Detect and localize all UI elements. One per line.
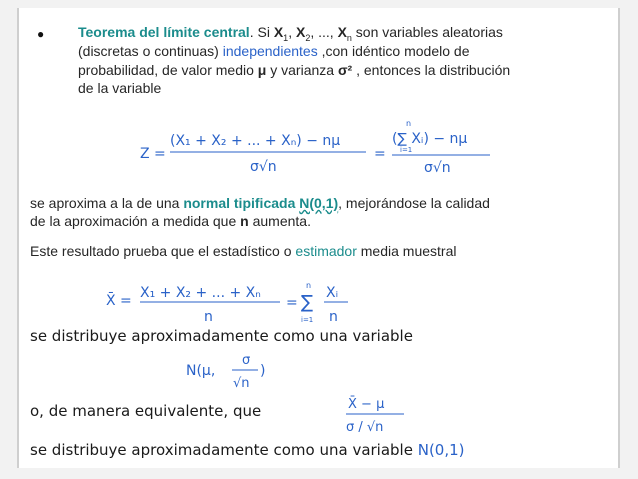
formula-xbar-num: X₁ + X₂ + ... + Xₙ	[140, 285, 261, 301]
normal-tipificada: normal tipificada	[183, 195, 296, 211]
approx-line-2: de la aproximación a medida que n aumenta.	[30, 213, 311, 229]
formula-xbar-den: n	[204, 309, 213, 325]
formula3-pre: N(μ,	[186, 363, 216, 379]
theorem-title: Teorema del límite central	[78, 24, 250, 40]
dist-line-1: se distribuye aproximadamente como una variable	[30, 327, 413, 345]
formula-xbar-lhs: X̄ =	[106, 293, 132, 309]
formula-z-lhs: Z =	[140, 146, 166, 162]
formula-z-eq: =	[374, 146, 386, 162]
formula4-den: σ / √n	[346, 420, 384, 435]
n01-final: N(0,1)	[417, 441, 465, 459]
result-line: Este resultado prueba que el estadístico o estimador media muestral	[30, 243, 457, 259]
theorem-line-1: Teorema del límite central. Si $X_1$, $X_2$, ..., $X_n$ son variables aleatorias	[78, 24, 503, 43]
formula3-den: √n	[233, 376, 250, 391]
n01-label: N(0,1)	[299, 195, 339, 211]
formula-xbar-frac-num: Xᵢ	[326, 285, 339, 301]
approx-line-1: se aproxima a la de una normal tipificada N(0,1), mejorándose la calidad	[30, 195, 490, 211]
formula-n-mu-sigma	[180, 350, 290, 392]
formula-xbar-frac-den: n	[329, 309, 338, 325]
sum-icon: ∑	[301, 292, 314, 313]
formula-z-num-left: (X₁ + X₂ + ... + Xₙ) − nμ	[170, 133, 341, 149]
formula3-post: )	[260, 363, 266, 379]
theorem-line-4: de la variable	[78, 80, 162, 96]
formula4-num: X̄ − μ	[348, 397, 385, 412]
formula-z	[130, 118, 510, 180]
formula-standardized	[342, 392, 412, 436]
formula-xbar	[100, 280, 380, 328]
estimador-link: estimador	[295, 243, 357, 259]
independientes-link: independientes	[222, 43, 318, 59]
formula-xbar-sum-top: n	[306, 281, 312, 290]
formula-xbar-eq: =	[286, 295, 298, 311]
formula-xbar-sum-bottom: i=1	[301, 316, 314, 324]
theorem-line-3: probabilidad, de valor medio μ y varianza σ² , entonces la distribución	[78, 62, 511, 78]
equiv-line: o, de manera equivalente, que	[30, 402, 262, 420]
dist-line-2: se distribuye aproximadamente como una variable N(0,1)	[30, 441, 465, 459]
formula-z-sum-bottom: i=1	[400, 146, 413, 154]
formula3-num: σ	[242, 353, 251, 368]
bullet-icon: ●	[37, 27, 45, 41]
formula-z-den-right: σ√n	[424, 160, 451, 176]
formula-z-den-left: σ√n	[250, 159, 277, 175]
formula-z-sum-top: n	[406, 119, 412, 128]
formula-z-num-right: (∑ Xᵢ) − nμ	[392, 131, 468, 147]
theorem-line-2: (discretas o continuas) independientes ,con idéntico modelo de	[78, 43, 470, 59]
